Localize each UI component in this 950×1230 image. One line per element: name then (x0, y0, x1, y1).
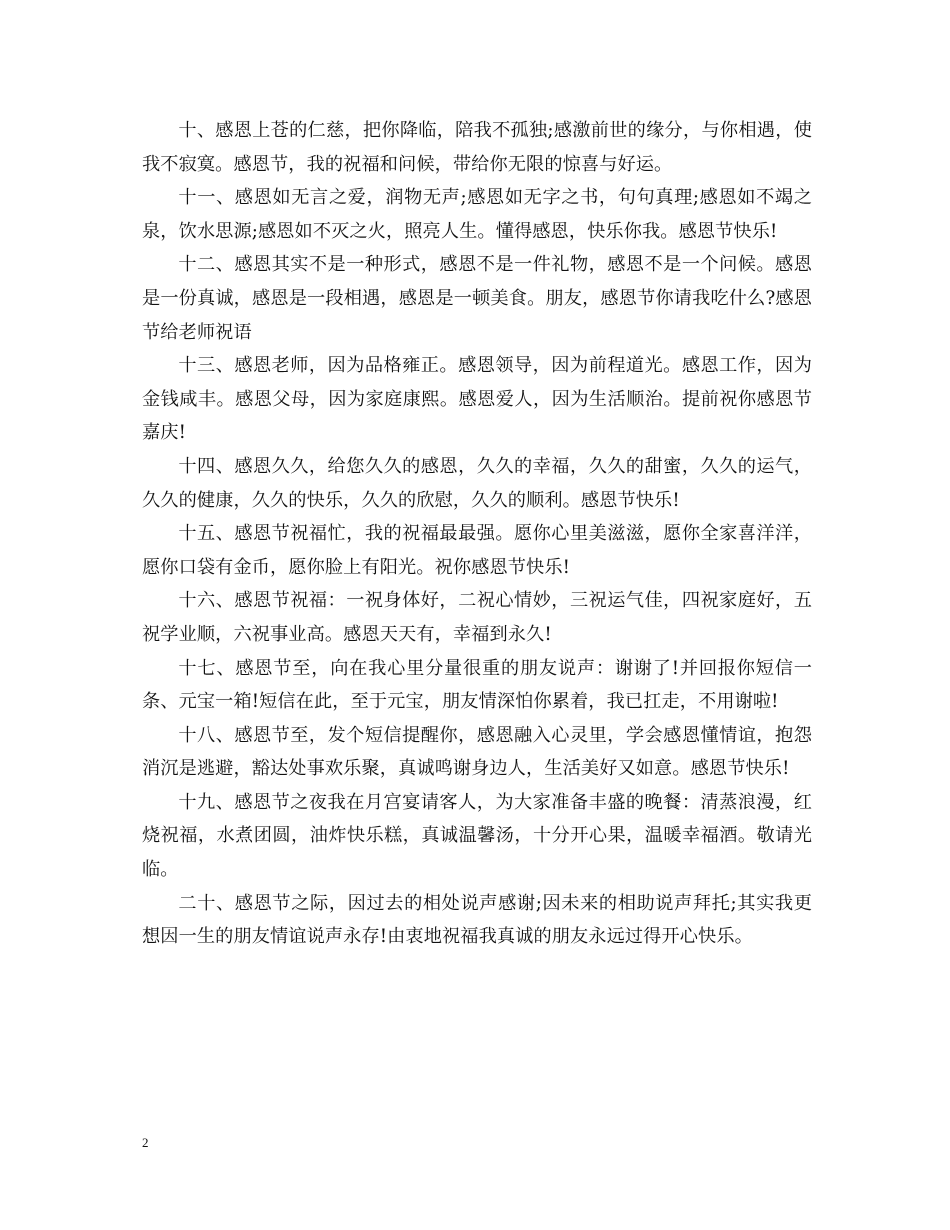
paragraph-20: 二十、感恩节之际，因过去的相处说声感谢;因未来的相助说声拜托;其实我更想因一生的朋友情谊说声永存!由衷地祝福我真诚的朋友永远过得开心快乐。 (142, 892, 812, 948)
paragraph-11: 十一、感恩如无言之爱，润物无声;感恩如无字之书，句句真理;感恩如不竭之泉，饮水思源;感恩如不灭之火，照亮人生。懂得感恩，快乐你我。感恩节快乐! (142, 187, 812, 242)
paragraph-12: 十二、感恩其实不是一种形式，感恩不是一件礼物，感恩不是一个问候。感恩是一份真诚，感恩是一段相遇，感恩是一顿美食。朋友，感恩节你请我吃什么?感恩节给老师祝语 (142, 254, 812, 343)
paragraph-16: 十六、感恩节祝福：一祝身体好，二祝心情妙，三祝运气佳，四祝家庭好，五祝学业顺，六祝事业高。感恩天天有，幸福到永久! (142, 590, 812, 645)
paragraph-13: 十三、感恩老师，因为品格雍正。感恩领导，因为前程道光。感恩工作，因为金钱咸丰。感恩父母，因为家庭康熙。感恩爱人，因为生活顺治。提前祝你感恩节嘉庆! (142, 355, 812, 444)
paragraph-19: 十九、感恩节之夜我在月宫宴请客人，为大家准备丰盛的晚餐：清蒸浪漫，红烧祝福，水煮团圆，油炸快乐糕，真诚温馨汤，十分开心果，温暖幸福酒。敬请光临。 (142, 791, 812, 881)
document-body (142, 114, 812, 954)
paragraph-15: 十五、感恩节祝福忙，我的祝福最最强。愿你心里美滋滋，愿你全家喜洋洋，愿你口袋有金币，愿你脸上有阳光。祝你感恩节快乐! (142, 523, 812, 578)
page-number: 2 (142, 1135, 149, 1150)
paragraph-18: 十八、感恩节至，发个短信提醒你，感恩融入心灵里，学会感恩懂情谊，抱怨消沉是逃避，豁达处事欢乐聚，真诚鸣谢身边人，生活美好又如意。感恩节快乐! (142, 724, 812, 780)
paragraph-17: 十七、感恩节至，向在我心里分量很重的朋友说声：谢谢了!并回报你短信一条、元宝一箱!短信在此，至于元宝，朋友情深怕你累着，我已扛走，不用谢啦! (142, 657, 812, 713)
paragraph-10: 十、感恩上苍的仁慈，把你降临，陪我不孤独;感激前世的缘分，与你相遇，使我不寂寞。感恩节，我的祝福和问候，带给你无限的惊喜与好运。 (142, 120, 812, 175)
paragraph-14: 十四、感恩久久，给您久久的感恩，久久的幸福，久久的甜蜜，久久的运气，久久的健康，久久的快乐，久久的欣慰，久久的顺利。感恩节快乐! (142, 455, 812, 511)
